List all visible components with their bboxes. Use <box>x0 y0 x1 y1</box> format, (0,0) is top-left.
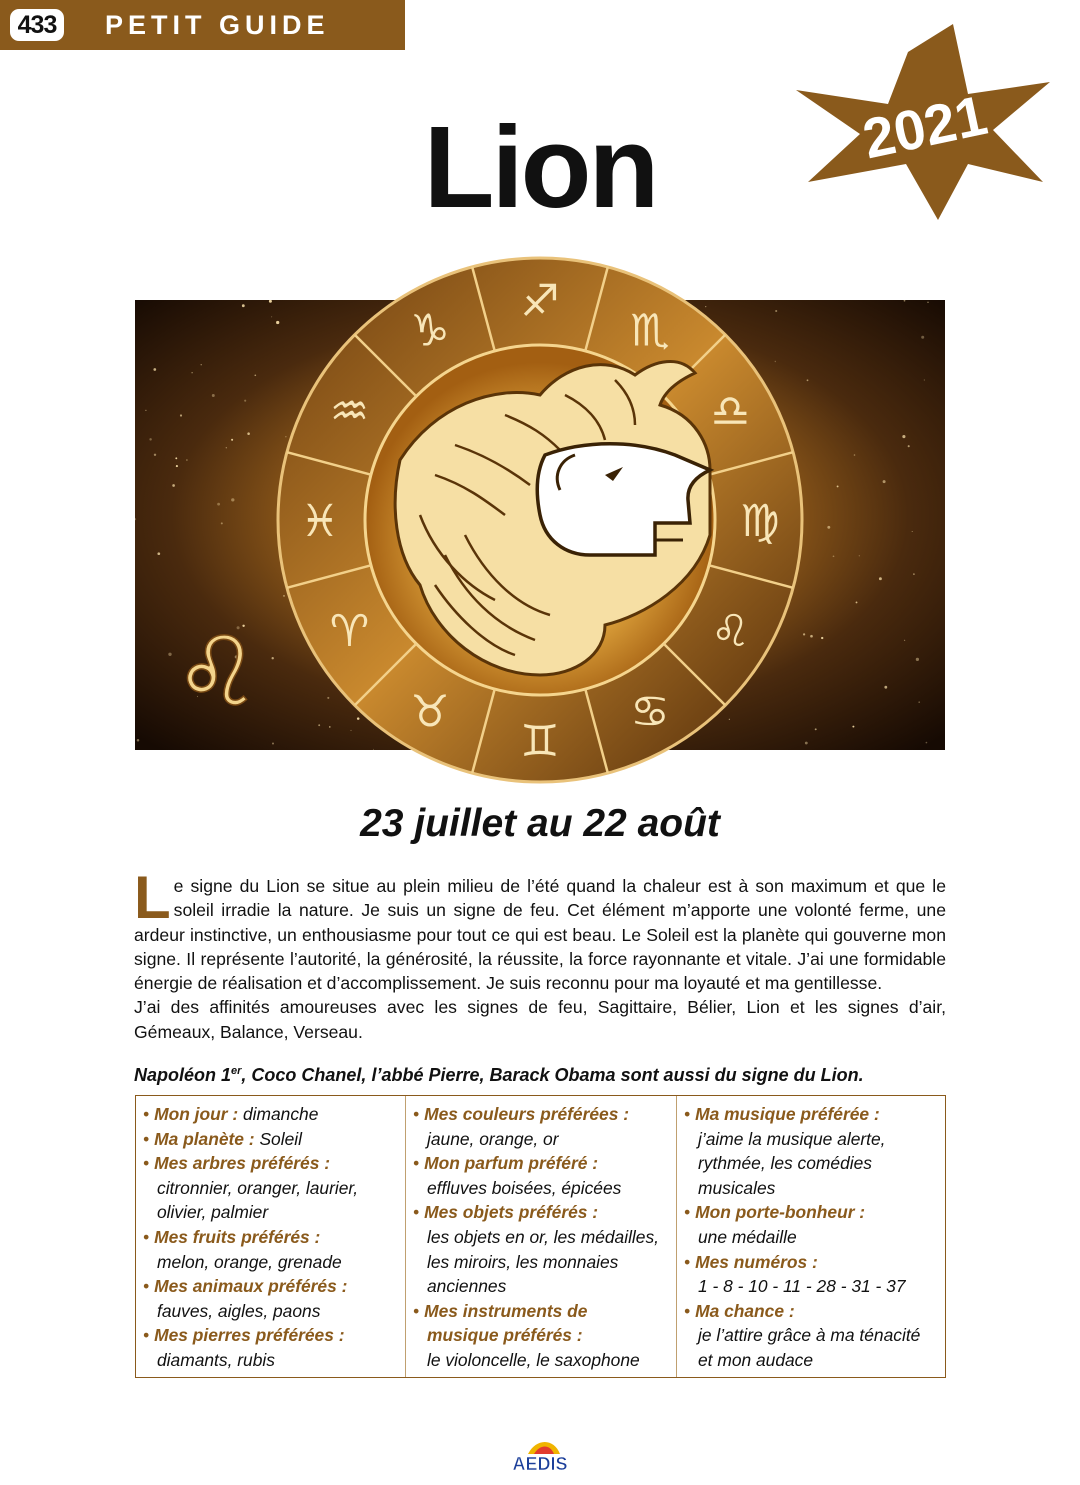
zodiac-glyph-icon: ♑ <box>410 305 450 357</box>
star-dot <box>271 316 272 317</box>
zodiac-glyph-icon: ♏ <box>630 305 670 357</box>
star-dot <box>217 503 220 506</box>
fact-label: Ma chance : <box>695 1300 795 1321</box>
star-dot <box>837 485 839 487</box>
star-dot <box>272 657 274 659</box>
publisher-logo <box>498 1436 582 1476</box>
star-dot <box>157 552 160 555</box>
page-title: Lion <box>423 102 657 232</box>
bullet-icon: • <box>684 1251 691 1272</box>
fact-item <box>684 1250 945 1299</box>
star-dot <box>373 749 374 750</box>
star-dot <box>926 742 928 744</box>
fact-item <box>143 1274 405 1323</box>
star-dot <box>172 484 175 487</box>
star-dot <box>833 555 835 557</box>
bullet-icon: • <box>684 1300 691 1321</box>
star-dot <box>924 379 925 380</box>
fact-item <box>143 1225 405 1274</box>
star-dot <box>854 454 856 456</box>
fact-label: Mes numéros : <box>695 1251 818 1272</box>
bullet-icon: • <box>143 1104 150 1124</box>
zodiac-glyph-icon: ♉ <box>410 686 450 738</box>
fact-value-line: diamants, rubis <box>157 1349 275 1370</box>
fact-label: Ma musique préférée : <box>695 1104 880 1124</box>
fact-value-line: citronnier, oranger, laurier, <box>157 1177 359 1198</box>
fact-value-line: une médaille <box>698 1226 797 1247</box>
zodiac-glyph-icon: ♓ <box>300 496 340 547</box>
fact-value-line: musicales <box>698 1177 776 1198</box>
star-dot <box>226 447 227 448</box>
zodiac-glyph-icon: ♌ <box>710 606 751 657</box>
fact-value: Soleil <box>259 1128 302 1149</box>
header-band <box>0 0 405 50</box>
fact-label: Mon parfum préféré : <box>424 1153 599 1174</box>
zodiac-glyph-icon: ♎ <box>710 386 751 437</box>
leo-symbol-icon: ♌ <box>173 616 261 728</box>
fact-value-line: les miroirs, les monnaies <box>427 1251 619 1272</box>
drop-cap: L <box>134 864 171 931</box>
famous-part-2: , Coco Chanel, l’abbé Pierre, Barack Obama sont aussi du signe du Lion. <box>241 1065 864 1085</box>
zodiac-glyph-icon: ♈ <box>329 606 370 657</box>
bullet-icon: • <box>143 1226 150 1247</box>
fact-label: Ma planète : <box>154 1128 255 1149</box>
star-dot <box>927 302 928 303</box>
fact-value-line: effluves boisées, épicées <box>427 1177 622 1198</box>
star-dot <box>856 601 858 603</box>
star-dot <box>913 573 915 575</box>
fact-item <box>413 1200 676 1298</box>
star-dot <box>879 577 882 580</box>
star-dot <box>821 637 823 639</box>
star-dot <box>904 300 906 302</box>
publisher-logo-text: AEDIS <box>512 1454 568 1474</box>
facts-column-3 <box>676 1096 945 1377</box>
zodiac-glyph-icon: ♋ <box>630 686 670 738</box>
star-dot <box>329 726 331 728</box>
intro-paragraph-2: J’ai des affinités amoureuses avec les signes de feu, Sagittaire, Bélier, Lion et les signes d’air, Gémeaux, Balance, Verseau. <box>134 997 946 1042</box>
star-dot <box>918 701 920 703</box>
fact-label: Mes objets préférés : <box>424 1202 599 1223</box>
star-dot <box>137 739 140 742</box>
fact-item <box>143 1323 405 1372</box>
fact-value-line: le violoncelle, le saxophone <box>427 1349 640 1370</box>
star-dot <box>810 635 813 638</box>
fact-value-line: j’aime la musique alerte, <box>698 1128 886 1149</box>
fact-label: Mon jour : <box>154 1104 239 1124</box>
star-dot <box>884 686 887 689</box>
bullet-icon: • <box>413 1300 420 1321</box>
star-dot <box>729 719 730 720</box>
intro-paragraph-1-text: e signe du Lion se situe au plein milieu de l’été quand la chaleur est à son maximum et que le soleil irradie la nature. Je suis un signe de feu. Cet élément m’apporte une volonté ferme, une ardeur instinctive, un enthousiasme pour tout ce qui est beau. Le Soleil est la planète qui gouverne mon signe. Il représente l’autorité, la générosité, la réussite, la force rayonnante et vitale. J’ai une formidable énergie de réalisation et d’accomplissement. Je suis reconnu pour ma loyauté et ma gentillesse. <box>134 876 946 994</box>
star-dot <box>180 414 182 416</box>
star-dot <box>145 410 146 411</box>
star-dot <box>186 459 188 461</box>
star-dot <box>921 336 924 339</box>
star-dot <box>276 321 279 324</box>
bullet-icon: • <box>143 1276 150 1297</box>
star-dot <box>815 728 817 730</box>
star-dot <box>904 640 905 641</box>
star-dot <box>242 304 245 307</box>
date-range: 23 juillet au 22 août <box>360 802 720 845</box>
fact-label: Mes pierres préférées : <box>154 1325 345 1346</box>
fact-item <box>413 1151 676 1200</box>
facts-box <box>135 1095 946 1378</box>
star-dot <box>327 697 329 699</box>
fact-value: dimanche <box>242 1104 319 1124</box>
star-dot <box>283 595 285 597</box>
fact-label: Mes couleurs préférées : <box>424 1104 630 1124</box>
fact-value-line: melon, orange, grenade <box>157 1251 342 1272</box>
series-title: PETIT GUIDE <box>105 10 330 40</box>
fact-value-line: anciennes <box>427 1276 507 1297</box>
fact-item <box>413 1299 676 1373</box>
star-dot <box>775 310 777 312</box>
star-dot <box>254 374 256 376</box>
star-dot <box>827 526 830 529</box>
year-badge-text: 2021 <box>857 82 993 171</box>
fact-value-line: et mon audace <box>698 1349 814 1370</box>
fact-value-line: 1 - 8 - 10 - 11 - 28 - 31 - 37 <box>698 1276 906 1297</box>
famous-superscript: er <box>231 1065 242 1077</box>
star-dot <box>350 730 351 731</box>
zodiac-lion-illustration <box>135 255 945 785</box>
famous-part-1: Napoléon 1 <box>134 1065 232 1085</box>
zodiac-glyph-icon: ♍ <box>740 496 780 547</box>
star-dot <box>269 300 272 303</box>
fact-item <box>684 1299 945 1373</box>
star-dot <box>247 432 250 435</box>
star-dot <box>231 439 233 441</box>
star-dot <box>908 445 910 447</box>
star-dot <box>231 498 234 501</box>
bullet-icon: • <box>143 1153 150 1174</box>
fact-value-line: fauves, aigles, paons <box>157 1300 321 1321</box>
star-dot <box>859 555 860 556</box>
fact-label: Mes instruments de <box>424 1300 588 1321</box>
star-dot <box>318 724 320 726</box>
star-dot <box>883 480 886 483</box>
star-dot <box>285 436 286 437</box>
bullet-icon: • <box>143 1325 150 1346</box>
star-dot <box>902 435 905 438</box>
fact-value-line: je l’attire grâce à ma ténacité <box>698 1325 921 1346</box>
star-dot <box>916 658 919 661</box>
fact-label: Mes fruits préférés : <box>154 1226 321 1247</box>
star-dot <box>154 454 156 456</box>
star-dot <box>357 717 360 720</box>
zodiac-glyph-icon: ♒ <box>329 386 370 437</box>
fact-item <box>684 1102 945 1200</box>
star-dot <box>176 465 178 467</box>
intro-text <box>134 864 946 1044</box>
star-dot <box>807 379 809 381</box>
facts-column-2 <box>405 1096 676 1377</box>
star-dot <box>805 742 808 745</box>
bullet-icon: • <box>413 1153 420 1174</box>
fact-item <box>684 1200 945 1249</box>
bullet-icon: • <box>684 1104 691 1124</box>
fact-value-line: les objets en or, les médailles, <box>427 1226 659 1247</box>
star-dot <box>244 400 246 402</box>
star-dot <box>168 653 171 656</box>
star-dot <box>149 438 151 440</box>
fact-label-cont: musique préférés : <box>427 1325 583 1346</box>
star-dot <box>705 306 706 307</box>
page-number: 433 <box>10 9 64 41</box>
fact-value-line: olivier, palmier <box>157 1202 269 1223</box>
facts-column-1 <box>136 1096 405 1377</box>
fact-item <box>143 1151 405 1225</box>
star-dot <box>175 457 177 459</box>
bullet-icon: • <box>413 1202 420 1223</box>
fact-label: Mon porte-bonheur : <box>695 1202 866 1223</box>
star-dot <box>912 531 913 532</box>
star-dot <box>153 368 156 371</box>
bullet-icon: • <box>684 1202 691 1223</box>
star-dot <box>852 726 854 728</box>
fact-item <box>413 1102 676 1151</box>
star-dot <box>201 364 202 365</box>
zodiac-glyph-icon: ♊ <box>520 716 560 767</box>
star-dot <box>803 633 805 635</box>
fact-item <box>143 1127 405 1152</box>
star-dot <box>272 742 274 744</box>
bullet-icon: • <box>413 1104 420 1124</box>
fact-label: Mes arbres préférés : <box>154 1153 331 1174</box>
star-dot <box>775 361 776 362</box>
fact-label: Mes animaux préférés : <box>154 1276 348 1297</box>
star-dot <box>212 394 215 397</box>
fact-value-line: jaune, orange, or <box>427 1128 559 1149</box>
star-dot <box>221 522 223 524</box>
bullet-icon: • <box>143 1128 150 1149</box>
fact-value-line: rythmée, les comédies <box>698 1153 872 1174</box>
famous-people <box>134 1058 946 1088</box>
star-dot <box>191 372 192 373</box>
fact-item <box>143 1102 405 1127</box>
intro-paragraph-1 <box>134 864 946 995</box>
zodiac-glyph-icon: ♐ <box>520 276 560 327</box>
